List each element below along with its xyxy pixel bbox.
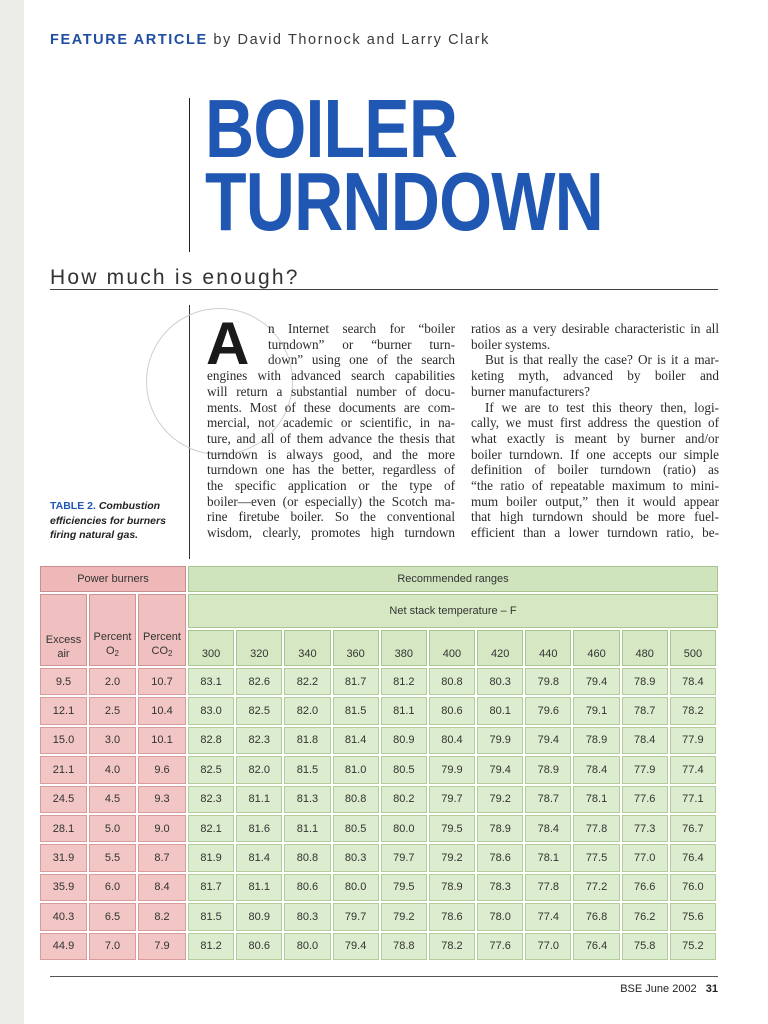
efficiency-cell: 80.9 bbox=[381, 727, 427, 754]
efficiency-cell: 81.2 bbox=[188, 933, 234, 960]
efficiency-cell: 76.6 bbox=[622, 874, 668, 901]
title-line-1: BOILER bbox=[205, 82, 458, 175]
efficiency-cell: 78.1 bbox=[525, 844, 571, 871]
efficiency-cell: 81.4 bbox=[333, 727, 379, 754]
co2-cell: 8.2 bbox=[138, 903, 186, 930]
efficiency-cell: 79.5 bbox=[429, 815, 475, 842]
efficiency-cell: 80.1 bbox=[477, 697, 523, 724]
efficiency-cell: 80.0 bbox=[284, 933, 330, 960]
co2-cell: 10.4 bbox=[138, 697, 186, 724]
efficiency-cell: 76.7 bbox=[670, 815, 716, 842]
byline: by David Thornock and Larry Clark bbox=[213, 32, 490, 48]
efficiency-cell: 77.5 bbox=[573, 844, 619, 871]
efficiency-cell: 81.9 bbox=[188, 844, 234, 871]
efficiency-cell: 78.4 bbox=[622, 727, 668, 754]
efficiency-cell: 75.2 bbox=[670, 933, 716, 960]
body-line: burner manufacturers? bbox=[471, 383, 590, 399]
efficiency-cell: 80.8 bbox=[429, 668, 475, 695]
efficiency-cell: 75.6 bbox=[670, 903, 716, 930]
efficiency-cell: 81.2 bbox=[381, 668, 427, 695]
efficiency-cell: 77.8 bbox=[573, 815, 619, 842]
efficiency-cell: 82.5 bbox=[236, 697, 282, 724]
o2-cell: 2.0 bbox=[89, 668, 136, 695]
efficiency-cell: 80.6 bbox=[236, 933, 282, 960]
excess-cell: 15.0 bbox=[40, 727, 87, 754]
body-line: ments. Most of these documents are com- bbox=[207, 399, 455, 415]
o2-cell: 5.5 bbox=[89, 844, 136, 871]
efficiency-cell: 81.1 bbox=[236, 786, 282, 813]
efficiency-cell: 78.2 bbox=[429, 933, 475, 960]
efficiency-cell: 78.2 bbox=[670, 697, 716, 724]
efficiency-cell: 82.0 bbox=[236, 756, 282, 783]
efficiency-cell: 80.6 bbox=[429, 697, 475, 724]
efficiency-cell: 80.3 bbox=[284, 903, 330, 930]
co2-subscript: 2 bbox=[168, 649, 173, 658]
temp-header: 460 bbox=[573, 630, 619, 666]
body-column-2 bbox=[471, 321, 719, 541]
temp-header: 400 bbox=[429, 630, 475, 666]
efficiency-cell: 78.1 bbox=[573, 786, 619, 813]
excess-cell: 12.1 bbox=[40, 697, 87, 724]
efficiency-cell: 81.8 bbox=[284, 727, 330, 754]
efficiency-cell: 78.9 bbox=[622, 668, 668, 695]
efficiency-cell: 82.5 bbox=[188, 756, 234, 783]
co2-cell: 9.0 bbox=[138, 815, 186, 842]
article-subtitle: How much is enough? bbox=[50, 266, 300, 289]
temp-header: 320 bbox=[236, 630, 282, 666]
body-line: the specific application or the type of bbox=[207, 478, 455, 494]
body-line: engines with advanced search capabilities bbox=[207, 368, 455, 384]
body-line: will return a substantial number of docu- bbox=[207, 383, 455, 399]
efficiency-cell: 78.8 bbox=[381, 933, 427, 960]
body-line: that high turndown should be more fuel- bbox=[471, 509, 719, 525]
efficiency-cell: 77.3 bbox=[622, 815, 668, 842]
efficiency-cell: 79.2 bbox=[477, 786, 523, 813]
o2-cell: 6.5 bbox=[89, 903, 136, 930]
recommended-ranges-header: Recommended ranges bbox=[188, 566, 718, 592]
efficiency-cell: 77.4 bbox=[670, 756, 716, 783]
efficiency-cell: 80.9 bbox=[236, 903, 282, 930]
body-line: down” using one of the search bbox=[268, 352, 455, 368]
co2-prefix: Percent CO bbox=[143, 631, 181, 657]
efficiency-cell: 81.7 bbox=[188, 874, 234, 901]
efficiency-cell: 79.7 bbox=[429, 786, 475, 813]
efficiency-cell: 82.2 bbox=[284, 668, 330, 695]
publication-name: BSE bbox=[620, 983, 643, 995]
temp-header: 420 bbox=[477, 630, 523, 666]
co2-cell: 10.7 bbox=[138, 668, 186, 695]
efficiency-cell: 81.5 bbox=[333, 697, 379, 724]
efficiency-cell: 80.5 bbox=[333, 815, 379, 842]
efficiency-cell: 82.3 bbox=[236, 727, 282, 754]
efficiency-cell: 79.7 bbox=[333, 903, 379, 930]
kicker bbox=[50, 32, 490, 48]
temp-header: 360 bbox=[333, 630, 379, 666]
co2-cell: 8.7 bbox=[138, 844, 186, 871]
efficiency-cell: 77.9 bbox=[670, 727, 716, 754]
efficiency-cell: 77.8 bbox=[525, 874, 571, 901]
body-line: boiler turndown. If one accepts our simple bbox=[471, 446, 719, 462]
body-line: ratios as a very desirable characteristic in all bbox=[471, 321, 719, 336]
subtitle-rule bbox=[50, 289, 718, 290]
efficiency-cell: 83.0 bbox=[188, 697, 234, 724]
o2-cell: 5.0 bbox=[89, 815, 136, 842]
efficiency-cell: 82.6 bbox=[236, 668, 282, 695]
body-line: rine firetube boiler. So the conventional bbox=[207, 509, 455, 525]
body-line: definition of boiler turndown (ratio) as bbox=[471, 462, 719, 478]
footer-rule bbox=[50, 976, 718, 977]
temp-header: 300 bbox=[188, 630, 234, 666]
col-header-o2-label bbox=[90, 630, 135, 661]
o2-prefix: Percent O bbox=[93, 631, 132, 657]
efficiency-cell: 81.1 bbox=[236, 874, 282, 901]
efficiency-cell: 81.4 bbox=[236, 844, 282, 871]
efficiency-cell: 77.2 bbox=[573, 874, 619, 901]
efficiency-cell: 80.0 bbox=[381, 815, 427, 842]
efficiency-cell: 79.2 bbox=[381, 903, 427, 930]
drop-cap: A bbox=[206, 310, 250, 377]
efficiency-cell: 82.8 bbox=[188, 727, 234, 754]
body-line: “the ratio of repeatable maximum to mini- bbox=[471, 478, 719, 494]
folio bbox=[620, 983, 718, 995]
body-line: wisdom, clearly, promotes high turndown bbox=[207, 525, 455, 541]
efficiency-cell: 81.5 bbox=[284, 756, 330, 783]
excess-cell: 9.5 bbox=[40, 668, 87, 695]
co2-cell: 10.1 bbox=[138, 727, 186, 754]
efficiency-cell: 78.3 bbox=[477, 874, 523, 901]
body-line: cally, we must first address the question of bbox=[471, 415, 719, 431]
temp-header: 380 bbox=[381, 630, 427, 666]
efficiency-cell: 78.9 bbox=[477, 815, 523, 842]
efficiency-cell: 80.3 bbox=[477, 668, 523, 695]
o2-cell: 2.5 bbox=[89, 697, 136, 724]
efficiency-cell: 80.0 bbox=[333, 874, 379, 901]
body-line: turndown is always good, and the more bbox=[207, 446, 455, 462]
col-header-excess-air bbox=[40, 594, 87, 666]
body-line: ture, and all of them advance the thesis that bbox=[207, 430, 455, 446]
section-tag: FEATURE ARTICLE bbox=[50, 32, 208, 48]
efficiency-cell: 78.0 bbox=[477, 903, 523, 930]
body-line: boiler systems. bbox=[471, 336, 551, 352]
efficiency-cell: 77.0 bbox=[622, 844, 668, 871]
efficiency-cell: 81.7 bbox=[333, 668, 379, 695]
efficiency-cell: 76.2 bbox=[622, 903, 668, 930]
efficiency-cell: 78.9 bbox=[573, 727, 619, 754]
efficiency-cell: 79.4 bbox=[525, 727, 571, 754]
body-line: mum boiler output,” then it would appear bbox=[471, 493, 719, 509]
power-burners-header: Power burners bbox=[40, 566, 186, 592]
efficiency-cell: 79.9 bbox=[429, 756, 475, 783]
efficiency-cell: 79.4 bbox=[573, 668, 619, 695]
efficiency-cell: 79.6 bbox=[525, 697, 571, 724]
efficiency-cell: 78.4 bbox=[525, 815, 571, 842]
efficiency-cell: 75.8 bbox=[622, 933, 668, 960]
col-header-excess-air-label: Excess air bbox=[45, 634, 82, 660]
body-line: n Internet search for “boiler bbox=[268, 321, 455, 336]
table-caption bbox=[50, 499, 180, 543]
excess-cell: 35.9 bbox=[40, 874, 87, 901]
body-line: mercial, not academic or scientific, in na- bbox=[207, 415, 455, 431]
o2-subscript: 2 bbox=[114, 649, 119, 658]
o2-cell: 7.0 bbox=[89, 933, 136, 960]
efficiency-cell: 81.1 bbox=[284, 815, 330, 842]
excess-cell: 21.1 bbox=[40, 756, 87, 783]
col-header-co2-label bbox=[139, 630, 185, 661]
co2-cell: 8.4 bbox=[138, 874, 186, 901]
body-line: turndown” or “burner turn- bbox=[268, 336, 455, 352]
efficiency-cell: 81.3 bbox=[284, 786, 330, 813]
page-gutter bbox=[0, 0, 24, 1024]
efficiency-cell: 80.6 bbox=[284, 874, 330, 901]
efficiency-cell: 82.1 bbox=[188, 815, 234, 842]
efficiency-cell: 76.0 bbox=[670, 874, 716, 901]
efficiency-cell: 79.7 bbox=[381, 844, 427, 871]
efficiency-cell: 81.1 bbox=[381, 697, 427, 724]
caption-text: Combustion efficiencies for burners firing natural gas. bbox=[50, 500, 166, 541]
efficiency-cell: 78.6 bbox=[477, 844, 523, 871]
efficiency-cell: 77.0 bbox=[525, 933, 571, 960]
efficiency-cell: 76.4 bbox=[670, 844, 716, 871]
temp-header: 480 bbox=[622, 630, 668, 666]
o2-cell: 3.0 bbox=[89, 727, 136, 754]
efficiency-cell: 80.4 bbox=[429, 727, 475, 754]
efficiency-cell: 80.8 bbox=[333, 786, 379, 813]
body-line: efficient than a lower turndown ratio, be- bbox=[471, 525, 719, 541]
efficiency-cell: 79.5 bbox=[381, 874, 427, 901]
efficiency-cell: 76.8 bbox=[573, 903, 619, 930]
efficiency-cell: 77.9 bbox=[622, 756, 668, 783]
efficiency-cell: 81.5 bbox=[188, 903, 234, 930]
article-title bbox=[205, 82, 603, 248]
efficiency-cell: 79.1 bbox=[573, 697, 619, 724]
efficiency-cell: 81.6 bbox=[236, 815, 282, 842]
temp-header: 500 bbox=[670, 630, 716, 666]
efficiency-cell: 82.0 bbox=[284, 697, 330, 724]
excess-cell: 44.9 bbox=[40, 933, 87, 960]
o2-cell: 4.0 bbox=[89, 756, 136, 783]
efficiency-cell: 78.9 bbox=[525, 756, 571, 783]
body-line: keting myth, advanced by boiler and bbox=[471, 368, 719, 384]
efficiency-cell: 79.9 bbox=[477, 727, 523, 754]
body-column-1 bbox=[207, 321, 455, 541]
efficiency-cell: 79.2 bbox=[429, 844, 475, 871]
temp-header: 340 bbox=[284, 630, 330, 666]
efficiency-cell: 78.9 bbox=[429, 874, 475, 901]
efficiency-cell: 80.2 bbox=[381, 786, 427, 813]
excess-cell: 24.5 bbox=[40, 786, 87, 813]
efficiency-cell: 77.6 bbox=[477, 933, 523, 960]
efficiency-cell: 77.1 bbox=[670, 786, 716, 813]
page-number: 31 bbox=[705, 983, 718, 995]
excess-cell: 40.3 bbox=[40, 903, 87, 930]
efficiency-cell: 83.1 bbox=[188, 668, 234, 695]
title-divider bbox=[189, 98, 190, 252]
efficiency-cell: 79.8 bbox=[525, 668, 571, 695]
o2-cell: 6.0 bbox=[89, 874, 136, 901]
efficiency-cell: 78.7 bbox=[622, 697, 668, 724]
body-line: turndown one has the better, regardless of bbox=[207, 462, 455, 478]
body-line: If we are to test this theory then, logi- bbox=[485, 399, 719, 415]
efficiency-cell: 80.3 bbox=[333, 844, 379, 871]
caption-label: TABLE 2. bbox=[50, 500, 96, 512]
efficiency-cell: 78.4 bbox=[573, 756, 619, 783]
efficiency-cell: 76.4 bbox=[573, 933, 619, 960]
efficiency-cell: 79.4 bbox=[333, 933, 379, 960]
efficiency-cell: 77.4 bbox=[525, 903, 571, 930]
efficiency-cell: 77.6 bbox=[622, 786, 668, 813]
issue-date: June 2002 bbox=[645, 983, 697, 995]
co2-cell: 9.3 bbox=[138, 786, 186, 813]
co2-cell: 7.9 bbox=[138, 933, 186, 960]
temp-header: 440 bbox=[525, 630, 571, 666]
efficiency-cell: 81.0 bbox=[333, 756, 379, 783]
o2-cell: 4.5 bbox=[89, 786, 136, 813]
col-header-o2 bbox=[89, 594, 136, 666]
col-header-co2 bbox=[138, 594, 186, 666]
net-stack-temp-header: Net stack temperature – F bbox=[188, 594, 718, 628]
efficiency-cell: 78.7 bbox=[525, 786, 571, 813]
body-line: But is that really the case? Or is it a mar- bbox=[485, 352, 719, 368]
efficiency-cell: 82.3 bbox=[188, 786, 234, 813]
co2-cell: 9.6 bbox=[138, 756, 186, 783]
body-line: boiler—even (or especially) the Scotch ma- bbox=[207, 493, 455, 509]
body-line: what exactly is meant by burner and/or bbox=[471, 430, 719, 446]
efficiency-cell: 80.8 bbox=[284, 844, 330, 871]
efficiency-cell: 78.6 bbox=[429, 903, 475, 930]
excess-cell: 28.1 bbox=[40, 815, 87, 842]
efficiency-cell: 80.5 bbox=[381, 756, 427, 783]
efficiency-cell: 79.4 bbox=[477, 756, 523, 783]
efficiency-cell: 78.4 bbox=[670, 668, 716, 695]
title-line-2: TURNDOWN bbox=[205, 155, 603, 248]
excess-cell: 31.9 bbox=[40, 844, 87, 871]
